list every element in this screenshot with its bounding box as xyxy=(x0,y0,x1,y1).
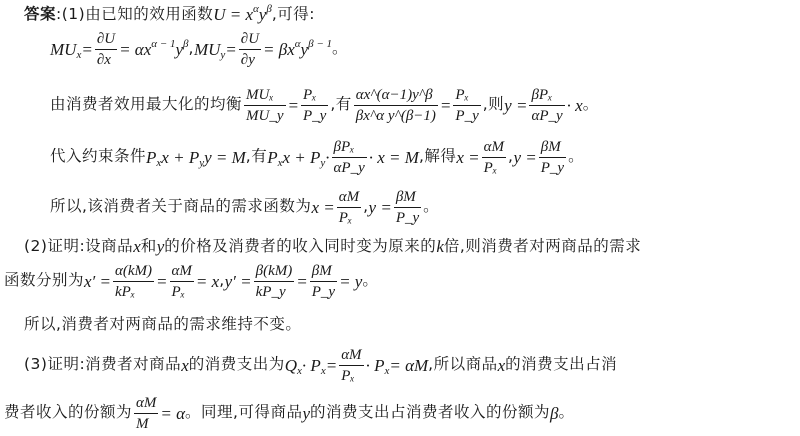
fraction xyxy=(337,188,361,226)
math-run: x = xyxy=(456,147,480,167)
text-run: 。同理,可得商品 xyxy=(185,403,303,422)
fraction xyxy=(310,262,337,300)
answer-line-9 xyxy=(24,346,617,384)
fraction xyxy=(170,262,194,300)
math-run: y xyxy=(300,39,309,59)
math-run: = xyxy=(81,39,93,59)
superscript: α − 1 xyxy=(151,37,176,50)
math-run: P xyxy=(267,147,278,167)
fraction xyxy=(95,30,117,68)
subscript: x xyxy=(384,364,390,377)
math-run: = xyxy=(325,355,338,375)
math-run: · P xyxy=(301,355,321,375)
fraction-denominator: P_y xyxy=(455,107,479,124)
answer-line-10 xyxy=(4,394,575,432)
fraction xyxy=(113,262,154,300)
math-run: x xyxy=(133,237,141,256)
fraction-numerator: MUₓ xyxy=(246,87,274,103)
math-run: x xyxy=(497,355,506,375)
fraction-denominator: MU_y xyxy=(246,107,284,124)
fraction xyxy=(529,86,564,124)
fraction xyxy=(339,346,363,384)
math-run: · xyxy=(325,147,330,167)
fraction xyxy=(332,138,367,176)
math-run: x + P xyxy=(282,147,321,167)
text-run: 的消费支出占消费者收入的份额为 xyxy=(310,403,551,422)
fraction-numerator: βM xyxy=(311,263,332,279)
fraction-numerator: β(kM) xyxy=(255,263,293,279)
fraction-denominator: αP_y xyxy=(531,107,563,124)
math-run: · x = M xyxy=(368,147,419,167)
text-run: :(1)由已知的效用函数 xyxy=(56,4,214,23)
math-run: · x xyxy=(566,95,583,115)
fraction-denominator: Pₓ xyxy=(338,209,353,226)
text-run: 倍,则消费者对两商品的需求 xyxy=(443,236,642,255)
math-run: = x xyxy=(195,271,220,291)
text-run: 所以,消费者对两商品的需求维持不变。 xyxy=(24,314,302,333)
math-run: = αM xyxy=(389,355,429,375)
fraction-numerator: αM xyxy=(136,395,157,411)
fraction-denominator: Pₓ xyxy=(483,159,498,176)
math-run: y xyxy=(258,5,267,24)
fraction-denominator: kPₓ xyxy=(115,283,136,300)
text-run: (2)证明:设商品 xyxy=(24,236,134,255)
math-run: = α xyxy=(160,403,186,423)
math-run: y = M xyxy=(204,147,246,167)
fraction-numerator: βM xyxy=(540,139,561,155)
answer-line-4 xyxy=(50,138,584,176)
answer-line-6 xyxy=(24,238,641,255)
answer-line-3 xyxy=(50,86,599,124)
text-run: , xyxy=(188,39,194,58)
fraction-denominator: Pₓ xyxy=(171,283,185,300)
math-run: x = xyxy=(311,197,335,217)
superscript: β − 1 xyxy=(308,37,332,50)
text-run: 所以,该消费者关于商品的需求函数为 xyxy=(50,197,312,216)
superscript: β xyxy=(183,37,189,50)
math-run: x + P xyxy=(161,147,200,167)
fraction-numerator: αM xyxy=(341,347,362,363)
fraction-numerator: βPₓ xyxy=(333,139,355,155)
fraction xyxy=(254,262,295,300)
math-run: = βx xyxy=(263,39,295,59)
math-run: · P xyxy=(365,355,385,375)
math-run: = xyxy=(225,39,237,59)
math-run: P xyxy=(146,147,157,167)
fraction-numerator: ∂U xyxy=(96,31,116,47)
text-run: 由消费者效用最大化的均衡 xyxy=(50,95,243,114)
subscript: x xyxy=(297,364,302,377)
text-run: 和 xyxy=(140,236,157,255)
fraction xyxy=(354,86,438,124)
answer-line-1 xyxy=(24,4,315,23)
subscript: y xyxy=(320,156,326,169)
fraction-numerator: αM xyxy=(171,263,192,279)
superscript: α xyxy=(253,3,259,15)
math-run: Q xyxy=(284,355,298,375)
text-run: 。 xyxy=(362,271,379,290)
fraction-numerator: Pₓ xyxy=(455,87,469,103)
text-run: 。 xyxy=(332,39,349,58)
superscript: β xyxy=(266,3,272,15)
fraction-denominator: αP_y xyxy=(333,159,365,176)
fraction xyxy=(239,30,261,68)
math-run: x xyxy=(181,355,189,375)
math-run: = xyxy=(156,271,168,291)
text-run: 。 xyxy=(558,403,575,422)
fraction xyxy=(482,138,506,176)
text-run: , xyxy=(508,147,514,166)
text-run: , xyxy=(219,271,225,290)
math-run: = y xyxy=(339,271,363,291)
fraction-denominator: ∂x xyxy=(96,51,111,68)
math-run: y xyxy=(175,39,184,59)
fraction-denominator: M xyxy=(136,415,149,432)
text-run: 。 xyxy=(568,147,585,166)
subscript: x xyxy=(76,48,82,61)
subscript: x xyxy=(277,156,283,169)
answer-line-5 xyxy=(50,188,439,226)
text-run: ,有 xyxy=(330,95,352,114)
subscript: x xyxy=(156,156,162,169)
superscript: α xyxy=(294,37,301,50)
fraction-denominator: P_y xyxy=(395,209,420,226)
subscript: y xyxy=(220,48,226,61)
fraction-denominator: P_y xyxy=(303,107,327,124)
fraction xyxy=(301,86,328,124)
math-run: y = xyxy=(513,147,537,167)
math-run: = αx xyxy=(119,39,152,59)
subscript: y xyxy=(199,156,205,169)
fraction-numerator: αx^(α−1)y^β xyxy=(355,87,433,103)
fraction-numerator: α(kM) xyxy=(115,263,153,279)
fraction-numerator: βPₓ xyxy=(531,87,553,103)
math-run: = xyxy=(287,95,299,115)
fraction-numerator: αM xyxy=(338,189,360,205)
math-run: y = xyxy=(368,197,392,217)
text-run: 答案 xyxy=(24,4,57,23)
fraction xyxy=(134,394,158,432)
text-run: 费者收入的份额为 xyxy=(4,403,133,422)
fraction-numerator: Pₓ xyxy=(303,87,317,103)
text-run: 。 xyxy=(582,95,599,114)
subscript: x xyxy=(320,364,326,377)
fraction-denominator: Pₓ xyxy=(341,367,355,384)
math-run: MU xyxy=(50,39,77,59)
math-run: y′ = xyxy=(224,271,252,291)
math-run: x′ = xyxy=(84,271,112,291)
text-run: 的消费支出占消 xyxy=(505,355,618,374)
math-run: y = xyxy=(504,95,528,115)
fraction-numerator: αM xyxy=(483,139,505,155)
answer-line-7 xyxy=(4,262,378,300)
fraction xyxy=(394,188,421,226)
fraction-numerator: βM xyxy=(395,189,416,205)
text-run: 的消费支出为 xyxy=(188,355,285,374)
text-run: 函数分别为 xyxy=(4,271,85,290)
text-run: 代入约束条件 xyxy=(50,147,147,166)
fraction xyxy=(539,138,566,176)
math-run: = xyxy=(296,271,308,291)
text-run: 的价格及消费者的收入同时变为原来的 xyxy=(164,236,437,255)
math-run: U = x xyxy=(213,5,253,24)
text-run: ,则 xyxy=(482,95,505,114)
fraction xyxy=(453,86,480,124)
fraction-numerator: ∂U xyxy=(240,31,260,47)
math-run: y xyxy=(302,403,311,423)
fraction-denominator: kP_y xyxy=(255,283,286,300)
math-run: = xyxy=(439,95,452,115)
fraction-denominator: ∂y xyxy=(240,51,255,68)
math-run: MU xyxy=(193,39,221,59)
answer-line-2 xyxy=(50,30,348,68)
math-run: k xyxy=(436,237,444,256)
text-run: ,有 xyxy=(245,147,268,166)
text-run: , xyxy=(363,197,369,216)
fraction xyxy=(244,86,286,124)
fraction-denominator: P_y xyxy=(311,283,336,300)
answer-line-8 xyxy=(24,316,301,332)
text-run: 。 xyxy=(423,197,440,216)
text-run: ,可得: xyxy=(271,4,315,23)
math-run: y xyxy=(156,237,165,256)
text-run: ,所以商品 xyxy=(428,355,498,374)
math-run: β xyxy=(550,403,559,423)
fraction-denominator: P_y xyxy=(540,159,565,176)
text-run: (3)证明:消费者对商品 xyxy=(24,355,182,374)
text-run: ,解得 xyxy=(418,147,457,166)
fraction-denominator: βx^α y^(β−1) xyxy=(355,107,436,124)
